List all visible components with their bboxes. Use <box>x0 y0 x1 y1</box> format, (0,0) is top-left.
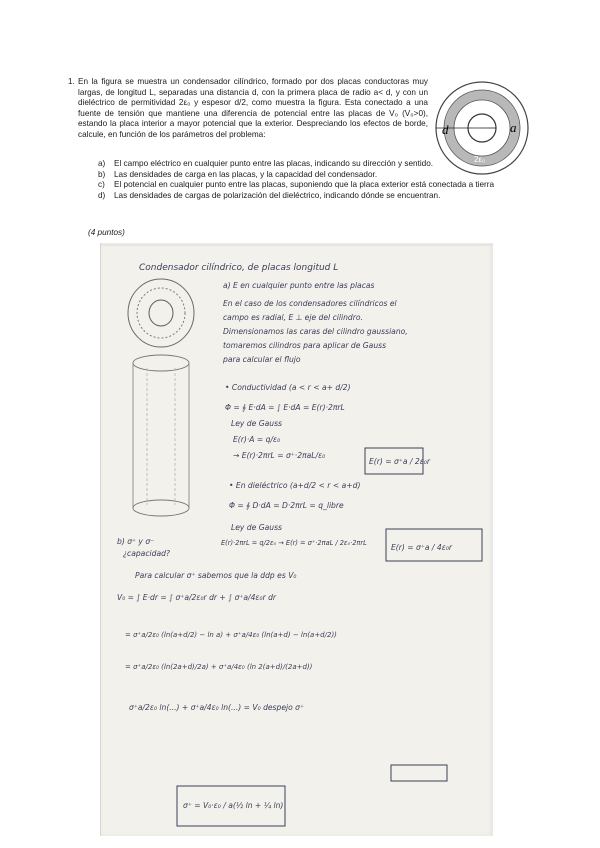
note-a1: a) E en cualquier punto entre las placas <box>223 281 375 290</box>
note-eq7: = σ⁺a/2ε₀ (ln(a+d/2) − ln a) + σ⁺a/4ε₀ (ln(a+d) − ln(a+d/2)) <box>125 631 337 639</box>
label-a: a <box>510 120 517 135</box>
note-title: Condensador cilíndrico, de placas longitud L <box>139 263 339 273</box>
note-eq9: σ⁺a/2ε₀ ln(...) + σ⁺a/4ε₀ ln(...) = V₀ despejo σ⁺ <box>129 703 304 712</box>
part-d <box>98 191 518 202</box>
note-eq4: Φ = ∮ D·dA = D·2πrL = q_libre <box>229 501 344 510</box>
note-para: Para calcular σ⁺ sabemos que la ddp es V₀ <box>135 571 297 580</box>
label-2e0: 2ε₀ <box>474 155 486 164</box>
note-final: σ⁺ = V₀·ε₀ / a(½ ln + ¼ ln) <box>183 801 284 810</box>
note-zone1: • Conductividad (a < r < a+ d/2) <box>225 383 351 392</box>
part-d-text: Las densidades de cargas de polarización del dieléctrico, indicando dónde se encuentran. <box>114 190 441 200</box>
note-a6: para calcular el flujo <box>223 355 301 364</box>
label-d: d <box>442 122 449 137</box>
points-note: (4 puntos) <box>88 228 125 237</box>
note-eq2: E(r)·A = q/ε₀ <box>233 435 281 444</box>
note-eq1: Φ = ∮ E·dA = ∫ E·dA = E(r)·2πrL <box>225 403 345 412</box>
part-b-text: Las densidades de carga en las placas, y la capacidad del condensador. <box>114 169 378 179</box>
note-zone2: • En dieléctrico (a+d/2 < r < a+d) <box>229 481 361 490</box>
note-b-cap: ¿capacidad? <box>123 549 170 558</box>
part-d-label: d) <box>98 190 106 200</box>
note-gauss1: Ley de Gauss <box>231 419 282 428</box>
note-gauss2: Ley de Gauss <box>231 523 282 532</box>
note-eq3: → E(r)·2πrL = σ⁺·2πaL/ε₀ <box>233 451 326 460</box>
note-eq5: E(r)·2πrL = q/2ε₀ → E(r) = σ⁺·2πaL / 2ε₀·2πrL <box>221 539 367 547</box>
note-a4: Dimensionamos las caras del cilindro gaussiano, <box>223 327 408 336</box>
capacitor-figure <box>432 78 532 178</box>
part-a-text: El campo eléctrico en cualquier punto entre las placas, indicando su dirección y sentido. <box>114 159 434 168</box>
part-c <box>98 180 518 191</box>
note-a2: En el caso de los condensadores cilíndricos el <box>223 299 397 308</box>
note-b-label: b) σ⁺ y σ⁻ <box>117 537 155 546</box>
note-result2: E(r) = σ⁺a / 4ε₀r <box>391 543 452 552</box>
part-a-label: a) <box>98 159 106 168</box>
note-result1: E(r) = σ⁺a / 2ε₀r <box>369 457 430 466</box>
problem-text: En la figura se muestra un condensador cilíndrico, formado por dos placas conductoras muy largas, de longitud L, separadas una distancia d, con la primera placa de radio a< d, y con un dieléctrico de permitividad 2ε₀ y espesor d/2, como muestra la figura. Esta conectado a una fuente de tensión que mantiene una diferencia de potencial entre las placas de V₀ (V₀>0), estando la placa interior a mayor potencial que la exterior. Despreciando los efectos de borde, calcule, en función de los parámetros del problema: <box>78 77 428 139</box>
note-a5: tomaremos cilindros para aplicar de Gauss <box>223 341 387 350</box>
note-eq8: = σ⁺a/2ε₀ (ln(2a+d)/2a) + σ⁺a/4ε₀ (ln 2(a+d)/(2a+d)) <box>125 663 313 671</box>
part-c-label: c) <box>98 180 105 190</box>
problem-number: 1. <box>68 77 75 86</box>
note-eq6: V₀ = ∫ E·dr = ∫ σ⁺a/2ε₀r dr + ∫ σ⁺a/4ε₀r dr <box>117 593 277 602</box>
problem-statement <box>68 77 428 141</box>
part-b-label: b) <box>98 169 106 179</box>
handwritten-solution-photo <box>100 243 493 836</box>
note-a3: campo es radial, E ⊥ eje del cilindro. <box>223 313 363 322</box>
part-c-text: El potencial en cualquier punto entre las placas, suponiendo que la placa exterior está conectada a tierra <box>114 180 495 190</box>
